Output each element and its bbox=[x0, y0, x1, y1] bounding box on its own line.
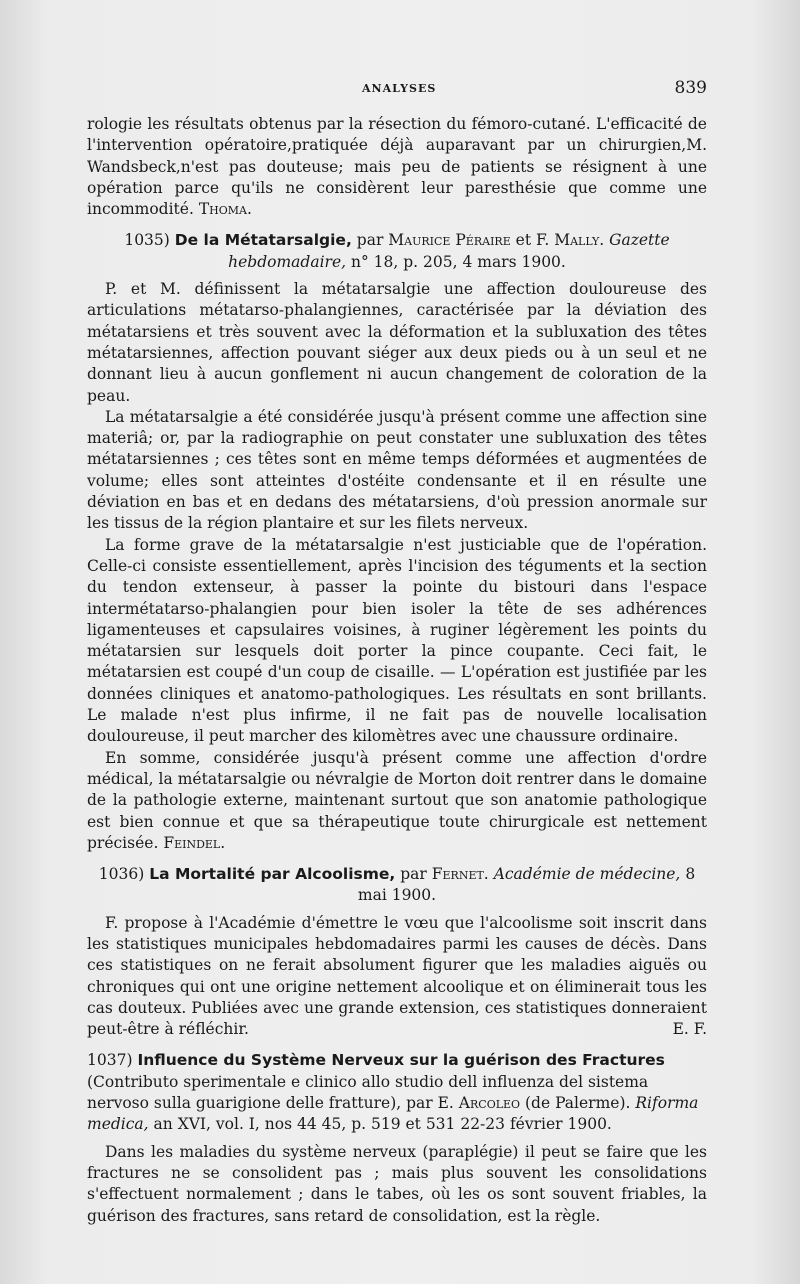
entry-reference: n° 18, p. 205, 4 mars 1900. bbox=[351, 252, 566, 271]
entry-1036-heading bbox=[87, 864, 707, 907]
paragraph-text: En somme, considérée jusqu'à présent comme une affection d'ordre médical, la métatarsalgie ou névralgie de Morton doit rentrer dans le domaine de la pathologie externe, maintenant surtout que son anatomie pathologique est bien connue et que sa thérapeutique toute chirurgicale est nettement précisée. bbox=[87, 748, 707, 852]
entry-and: et F. bbox=[515, 231, 550, 250]
entry-by: par bbox=[356, 231, 384, 250]
entry-journal: Gazette hebdomadaire, bbox=[228, 231, 670, 271]
entry-number: 1037) bbox=[87, 1051, 133, 1070]
entry-1037-paragraph: Dans les maladies du système nerveux (paraplégie) il peut se faire que les fractures ne se consolident pas ; mais plus souvent les consolidations s'effectuent normalement ; dans le tabes, où les os sont souvent friables, la guérison des fractures, sans retard de consolidation, est la règle. bbox=[87, 1142, 707, 1225]
entry-1035-paragraph: La forme grave de la métatarsalgie n'est justiciable que de l'opération. Celle-ci consiste essentiellement, après l'incision des téguments et la section du tendon extenseur, à passer la pointe du bistouri dans l'espace intermétatarso-phalangien pour bien isoler la tête de ses adhérences ligamenteuses et capsulaires voisines, à ruginer légèrement les points du métatarsien sur lesquels doit porter la pince coupante. Ceci fait, le métatarsien est coupé d'un coup de cisaille. — L'opération est justifiée par les données cliniques et anatomo-pathologiques. Les résultats en sont brillants. Le malade n'est plus infirme, il ne fait pas de nouvelle localisation douloureuse, il peut marcher des kilomètres avec une chaussure ordinaire. bbox=[87, 535, 707, 746]
running-title: ANALYSES bbox=[362, 82, 437, 95]
entry-number: 1035) bbox=[124, 231, 170, 250]
entry-reference: 8 mai 1900. bbox=[357, 865, 696, 905]
page-number: 839 bbox=[674, 78, 707, 98]
entry-by: par bbox=[400, 865, 427, 884]
paragraph-text: F. propose à l'Académie d'émettre le vœu que l'alcoolisme soit inscrit dans les statistiques municipales hebdomadaires parmi les causes de décès. Dans ces statistiques on ne ferait absolument figurer que les maladies aiguës ou chroniques qui ont une origine nettement alcoolique et on éliminerait tous les cas douteux. Publiées avec une grande extension, ces statistiques donneraient peut-être à réfléchir. bbox=[87, 913, 707, 1039]
entry-author: Arcoleo bbox=[458, 1094, 521, 1113]
entry-author: Maurice Péraire bbox=[388, 231, 511, 250]
entry-subtitle: (Contributo sperimentale e clinico allo studio dell influenza del sistema nervoso sulla guarigione delle fratture), par E. bbox=[87, 1072, 649, 1113]
reviewer-signature: Feindel. bbox=[163, 833, 226, 852]
continued-paragraph bbox=[87, 114, 707, 220]
entry-title: De la Métatarsalgie, bbox=[174, 231, 352, 250]
entry-1035-paragraph: La métatarsalgie a été considérée jusqu'à présent comme une affection sine materiâ; or, par la radiographie on peut constater une subluxation des têtes métatarsiennes ; ces têtes sont en même temps déformées et augmentées de volume; elles sont atteintes d'ostéite condensante et il en résulte une déviation en bas et en dedans des métatarsiens, d'où pression anormale sur les tissus de la région plantaire et sur les filets nerveux. bbox=[87, 407, 707, 533]
entry-1036-paragraph bbox=[87, 913, 707, 1041]
entry-1035-paragraph: P. et M. définissent la métatarsalgie une affection douloureuse des articulations métatarso-phalangiennes, caractérisée par la déviation des métatarsiens et très souvent avec la déformation et la subluxation des têtes métatarsiennes, affection pouvant siéger aux deux pieds ou à un seul et ne donnant lieu à aucun gonflement ni aucun changement de coloration de la peau. bbox=[87, 280, 707, 405]
entry-1035-heading bbox=[87, 230, 707, 273]
entry-author: Mally. bbox=[554, 231, 605, 250]
entry-1035-paragraph bbox=[87, 748, 707, 854]
entry-1037-heading bbox=[87, 1050, 707, 1135]
entry-author: Fernet. bbox=[431, 865, 489, 884]
reviewer-signature: Thoma. bbox=[198, 200, 252, 219]
page-header bbox=[87, 78, 707, 102]
entry-place: (de Palerme). bbox=[525, 1094, 631, 1113]
entry-journal: Académie de médecine, bbox=[493, 865, 681, 884]
entry-number: 1036) bbox=[98, 865, 145, 884]
entry-title: Influence du Système Nerveux sur la guérison des Fractures bbox=[137, 1051, 665, 1070]
page-body bbox=[87, 114, 707, 1227]
entry-journal: Riforma medica, bbox=[87, 1094, 699, 1134]
reviewer-signature: E. F. bbox=[672, 1020, 707, 1039]
paragraph-text: rologie les résultats obtenus par la résection du fémoro-cutané. L'efficacité de l'intervention opératoire,pratiquée déjà auparavant par un chirurgien,M. Wandsbeck,n'est pas douteuse; mais peu de patients se résignent à une opération parce qu'ils ne considèrent leur paresthésie que comme une incommodité. bbox=[87, 115, 707, 219]
entry-reference: an XVI, vol. I, nos 44 45, p. 519 et 531 22-23 février 1900. bbox=[153, 1115, 612, 1134]
entry-title: La Mortalité par Alcoolisme, bbox=[149, 865, 396, 884]
